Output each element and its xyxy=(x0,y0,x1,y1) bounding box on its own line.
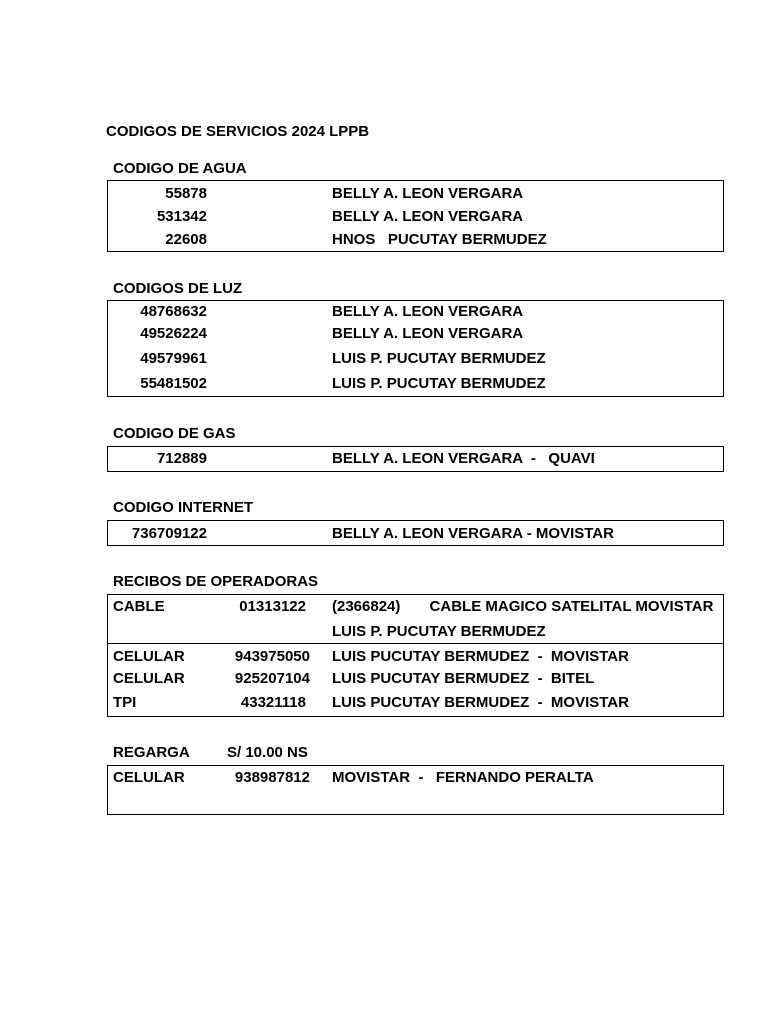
operadora-number: 943975050 xyxy=(234,648,310,665)
cable-detail-owner: LUIS P. PUCUTAY BERMUDEZ xyxy=(332,623,546,640)
operadoras-heading: RECIBOS DE OPERADORAS xyxy=(113,573,319,590)
internet-code: 736709122 xyxy=(131,525,207,542)
luz-owner: LUIS P. PUCUTAY BERMUDEZ xyxy=(332,350,546,367)
luz-owner: BELLY A. LEON VERGARA xyxy=(332,325,524,342)
recarga-detail: MOVISTAR - FERNANDO PERALTA xyxy=(332,769,594,786)
agua-code: 22608 xyxy=(165,231,207,248)
internet-owner: BELLY A. LEON VERGARA - MOVISTAR xyxy=(332,525,614,542)
luz-owner: LUIS P. PUCUTAY BERMUDEZ xyxy=(332,375,546,392)
operadora-type: CELULAR xyxy=(113,670,185,687)
agua-code: 55878 xyxy=(165,185,207,202)
internet-heading: CODIGO INTERNET xyxy=(113,499,254,516)
cable-number: 01313122 xyxy=(239,598,306,615)
agua-owner: BELLY A. LEON VERGARA xyxy=(332,208,524,225)
luz-code: 55481502 xyxy=(140,375,207,392)
agua-heading: CODIGO DE AGUA xyxy=(113,160,247,177)
operadora-detail: LUIS PUCUTAY BERMUDEZ - MOVISTAR xyxy=(332,694,629,711)
recarga-number: 938987812 xyxy=(234,769,310,786)
agua-code: 531342 xyxy=(156,208,207,225)
operadoras-divider xyxy=(107,643,724,644)
gas-heading: CODIGO DE GAS xyxy=(113,425,236,442)
luz-owner: BELLY A. LEON VERGARA xyxy=(332,303,524,320)
gas-owner: BELLY A. LEON VERGARA - QUAVI xyxy=(332,450,595,467)
luz-heading: CODIGOS DE LUZ xyxy=(113,280,243,297)
recarga-amount: S/ 10.00 NS xyxy=(227,744,308,761)
cable-type: CABLE xyxy=(113,598,165,615)
luz-code: 49526224 xyxy=(140,325,207,342)
luz-code: 48768632 xyxy=(140,303,207,320)
luz-code: 49579961 xyxy=(140,350,207,367)
cable-detail: (2366824) CABLE MAGICO SATELITAL MOVISTAR xyxy=(332,598,714,615)
operadora-type: TPI xyxy=(113,694,137,711)
page-title: CODIGOS DE SERVICIOS 2024 LPPB xyxy=(106,123,370,140)
operadora-type: CELULAR xyxy=(113,648,185,665)
operadora-detail: LUIS PUCUTAY BERMUDEZ - BITEL xyxy=(332,670,595,687)
agua-owner: HNOS PUCUTAY BERMUDEZ xyxy=(332,231,547,248)
operadora-number: 43321118 xyxy=(240,694,306,711)
operadora-number: 925207104 xyxy=(234,670,310,687)
recarga-type: CELULAR xyxy=(113,769,185,786)
agua-owner: BELLY A. LEON VERGARA xyxy=(332,185,524,202)
recarga-heading: REGARGA xyxy=(113,744,190,761)
gas-code: 712889 xyxy=(156,450,207,467)
operadora-detail: LUIS PUCUTAY BERMUDEZ - MOVISTAR xyxy=(332,648,629,665)
